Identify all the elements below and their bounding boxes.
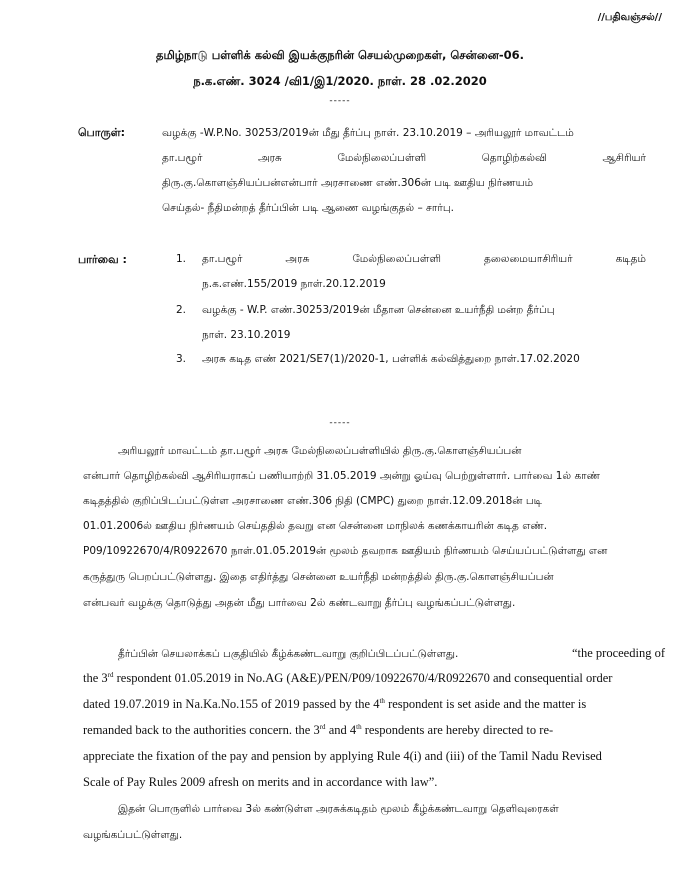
body-line: கருத்துரு பெறப்பட்டுள்ளது. இதை எதிர்த்து சென்னை உயர்நீதி மன்றத்தில் திரு.கு.கொளஞ்சியப்பன் bbox=[83, 571, 554, 583]
word: தா.பழூர் bbox=[162, 152, 203, 164]
body-line: இதன் பொருளில் பார்வை 3ல் கண்டுள்ள அரசுக்கடிதம் மூலம் கீழ்க்கண்டவாறு தெளிவுரைகள் bbox=[118, 803, 559, 815]
separator: ----- bbox=[329, 418, 351, 428]
word: கடிதம் bbox=[615, 253, 646, 265]
reference-line: ந.க.எண்.155/2019 நாள்.20.12.2019 bbox=[202, 278, 386, 290]
body-line: P09/10922670/4/R0922670 நாள்.01.05.2019ன் மூலம் தவறாக ஊதியம் நிர்ணயம் செய்யப்பட்டுள்ளது என bbox=[83, 545, 608, 557]
word: அரசு bbox=[285, 253, 310, 265]
word: அரசு bbox=[257, 152, 282, 164]
quote-line: appreciate the fixation of the pay and pension by applying Rule 4(i) and (iii) of the Tamil Nadu Revised bbox=[83, 749, 602, 763]
body-line: என்பவர் வழக்கு தொடுத்து அதன் மீது பார்வை 2ல் கண்டவாறு தீர்ப்பு வழங்கப்பட்டுள்ளது. bbox=[83, 597, 516, 609]
quote-line: dated 19.07.2019 in Na.Ka.No.155 of 2019 passed by the 4th respondent is set aside and the matter is bbox=[83, 696, 587, 711]
subject-line: செய்தல்- நீதிமன்றத் தீர்ப்பின் படி ஆணை வழங்குதல் – சார்பு. bbox=[162, 202, 454, 214]
reference-line: நாள். 23.10.2019 bbox=[202, 329, 291, 341]
quote-line: Scale of Pay Rules 2009 afresh on merits and in accordance with law”. bbox=[83, 775, 438, 789]
word: மேல்நிலைப்பள்ளி bbox=[352, 253, 442, 265]
body-line: வழங்கப்பட்டுள்ளது. bbox=[83, 829, 183, 841]
separator: ----- bbox=[329, 96, 351, 106]
reference-number-1: 1. bbox=[176, 253, 187, 265]
reference-number-2: 2. bbox=[176, 304, 187, 316]
body-line: அரியலூர் மாவட்டம் தா.பழூர் அரசு மேல்நிலைப்பள்ளியில் திரு.கு.கொளஞ்சியப்பன் bbox=[118, 445, 522, 457]
reference-number: ந.க.எண். 3024 /வி1/இ1/2020. நாள். 28 .02.2020 bbox=[193, 74, 487, 88]
reference-line: அரசு கடித எண் 2021/SE7(1)/2020-1, பள்ளிக் கல்வித்துறை நாள்.17.02.2020 bbox=[202, 353, 580, 365]
word: தலைமையாசிரியர் bbox=[483, 253, 573, 265]
body-line: தீர்ப்பின் செயலாக்கப் பகுதியில் கீழ்க்கண்டவாறு குறிப்பிடப்பட்டுள்ளது. bbox=[118, 648, 459, 660]
word: தொழிற்கல்வி bbox=[481, 152, 547, 164]
quote-line: remanded back to the authorities concern. the 3rd and 4th respondents are hereby directed to re- bbox=[83, 722, 554, 737]
word: ஆசிரியர் bbox=[602, 152, 646, 164]
reference-line: வழக்கு - W.P. எண்.30253/2019ன் மீதான சென்னை உயர்நீதி மன்ற தீர்ப்பு bbox=[202, 304, 555, 316]
quote-line: “the proceeding of bbox=[571, 646, 665, 660]
word: தா.பழூர் bbox=[202, 253, 243, 265]
subject-label: பொருள்: bbox=[78, 126, 126, 139]
office-title: தமிழ்நாடு பள்ளிக் கல்வி இயக்குநரின் செயல்முறைகள், சென்னை-06. bbox=[155, 48, 525, 62]
word: மேல்நிலைப்பள்ளி bbox=[337, 152, 427, 164]
body-line: என்பார் தொழிற்கல்வி ஆசிரியராகப் பணியாற்றி 31.05.2019 அன்று ஓய்வு பெற்றுள்ளார். பார்வை 1ல் காண் bbox=[83, 470, 601, 482]
registered-post-mark: //பதிவஞ்சல்// bbox=[597, 12, 662, 23]
references-label: பார்வை : bbox=[78, 253, 127, 266]
body-line: கடிதத்தில் குறிப்பிடப்பட்டுள்ள அரசாணை எண்.306 நிதி (CMPC) துறை நாள்.12.09.2018ன் படி bbox=[83, 495, 542, 507]
body-line: 01.01.2006ல் ஊதிய நிர்ணயம் செய்ததில் தவறு என சென்னை மாநிலக் கணக்காயரின் கடித எண். bbox=[83, 520, 548, 532]
subject-line: திரு.கு.கொளஞ்சியப்பன்என்பார் அரசாணை எண்.306ன் படி ஊதிய நிர்ணயம் bbox=[162, 177, 534, 189]
subject-line: வழக்கு -W.P.No. 30253/2019ன் மீது தீர்ப்பு நாள். 23.10.2019 – அரியலூர் மாவட்டம் bbox=[162, 127, 574, 139]
subject-line bbox=[162, 152, 646, 165]
quote-line: the 3rd respondent 01.05.2019 in No.AG (A&E)/PEN/P09/10922670/4/R0922670 and consequential order bbox=[83, 670, 613, 685]
reference-number-3: 3. bbox=[176, 353, 187, 365]
reference-line bbox=[202, 253, 646, 266]
